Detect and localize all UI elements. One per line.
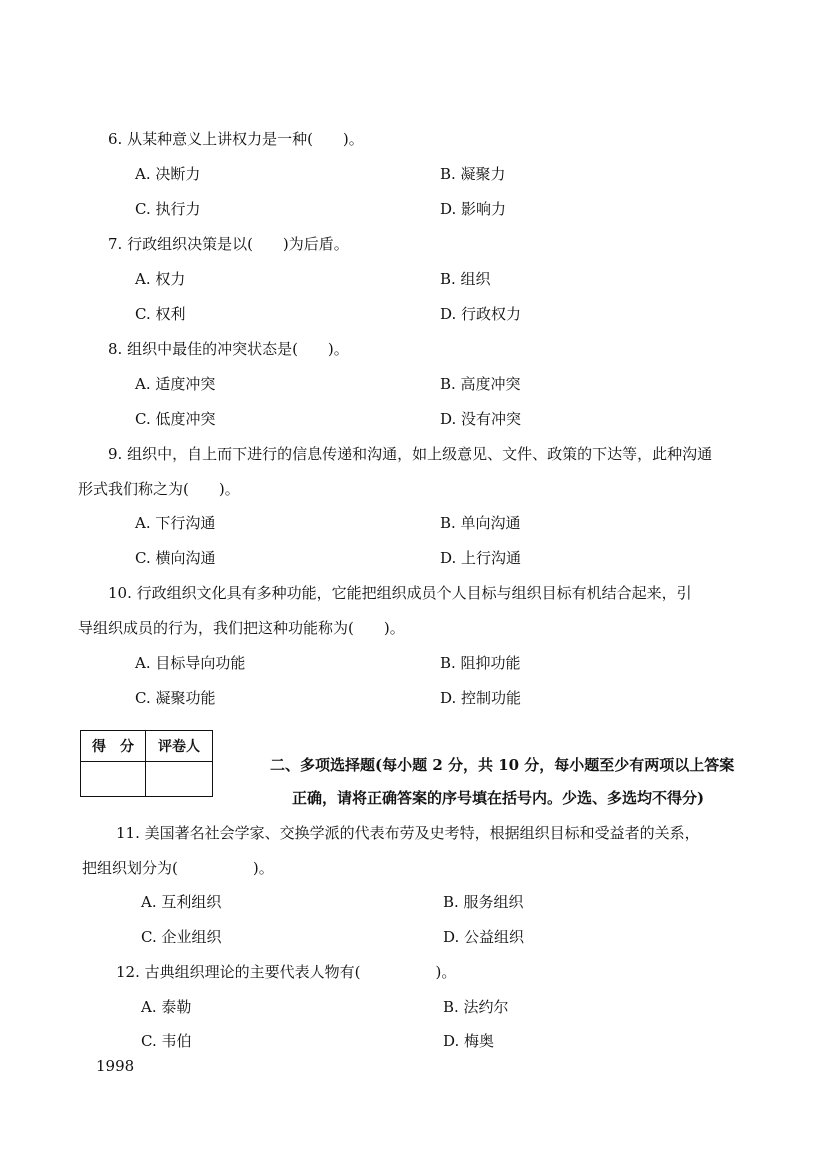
question-7-option-d: D. 行政权力 <box>440 305 522 323</box>
question-10-option-c: C. 凝聚功能 <box>135 689 216 707</box>
question-12-stem: 12. 古典组织理论的主要代表人物有( )。 <box>116 963 457 981</box>
score-box <box>80 730 213 797</box>
question-7-option-b: B. 组织 <box>440 270 491 288</box>
section-title-line1: 二、多项选择题(每小题 2 分，共 10 分，每小题至少有两项以上答案 <box>270 756 735 774</box>
question-6-stem: 6. 从某种意义上讲权力是一种( )。 <box>108 130 364 148</box>
score-label: 得 分 <box>81 731 146 762</box>
question-7-option-a: A. 权力 <box>135 270 186 288</box>
grader-label: 评卷人 <box>146 731 213 762</box>
question-9-stem-line2: 形式我们称之为( )。 <box>78 480 240 498</box>
score-cell[interactable] <box>81 762 146 797</box>
question-12-option-a: A. 泰勒 <box>141 998 192 1016</box>
question-11-stem-line1: 11. 美国著名社会学家、交换学派的代表布劳及史考特，根据组织目标和受益者的关系， <box>116 824 700 842</box>
question-10-stem-line1: 10. 行政组织文化具有多种功能，它能把组织成员个人目标与组织目标有机结合起来，引 <box>108 584 692 602</box>
question-9-option-c: C. 横向沟通 <box>135 549 216 567</box>
question-9-option-a: A. 下行沟通 <box>135 514 216 532</box>
question-8-option-b: B. 高度冲突 <box>440 375 521 393</box>
question-10-option-a: A. 目标导向功能 <box>135 654 246 672</box>
question-8-option-d: D. 没有冲突 <box>440 410 522 428</box>
question-6-option-b: B. 凝聚力 <box>440 165 506 183</box>
question-11-option-a: A. 互利组织 <box>141 893 222 911</box>
question-9-option-d: D. 上行沟通 <box>440 549 522 567</box>
question-6-option-d: D. 影响力 <box>440 200 507 218</box>
question-8-option-a: A. 适度冲突 <box>135 375 216 393</box>
question-7-stem: 7. 行政组织决策是以( )为后盾。 <box>108 235 349 253</box>
question-10-option-d: D. 控制功能 <box>440 689 522 707</box>
grader-cell[interactable] <box>146 762 213 797</box>
question-12-option-d: D. 梅奥 <box>443 1032 495 1050</box>
question-6-option-a: A. 决断力 <box>135 165 201 183</box>
question-9-stem-line1: 9. 组织中，自上而下进行的信息传递和沟通，如上级意见、文件、政策的下达等，此种沟通 <box>108 445 713 463</box>
question-12-option-c: C. 韦伯 <box>141 1032 192 1050</box>
question-11-option-b: B. 服务组织 <box>443 893 524 911</box>
question-8-option-c: C. 低度冲突 <box>135 410 216 428</box>
question-11-option-d: D. 公益组织 <box>443 928 525 946</box>
question-6-option-c: C. 执行力 <box>135 200 201 218</box>
section-title-line2: 正确，请将正确答案的序号填在括号内。少选、多选均不得分) <box>292 789 705 807</box>
question-11-option-c: C. 企业组织 <box>141 928 222 946</box>
question-10-option-b: B. 阻抑功能 <box>440 654 521 672</box>
question-10-stem-line2: 导组织成员的行为，我们把这种功能称为( )。 <box>78 619 405 637</box>
question-9-option-b: B. 单向沟通 <box>440 514 521 532</box>
question-8-stem: 8. 组织中最佳的冲突状态是( )。 <box>108 340 349 358</box>
question-12-option-b: B. 法约尔 <box>443 998 509 1016</box>
question-11-stem-line2: 把组织划分为( )。 <box>82 859 274 877</box>
question-7-option-c: C. 权利 <box>135 305 186 323</box>
page-number: 1998 <box>96 1057 135 1075</box>
